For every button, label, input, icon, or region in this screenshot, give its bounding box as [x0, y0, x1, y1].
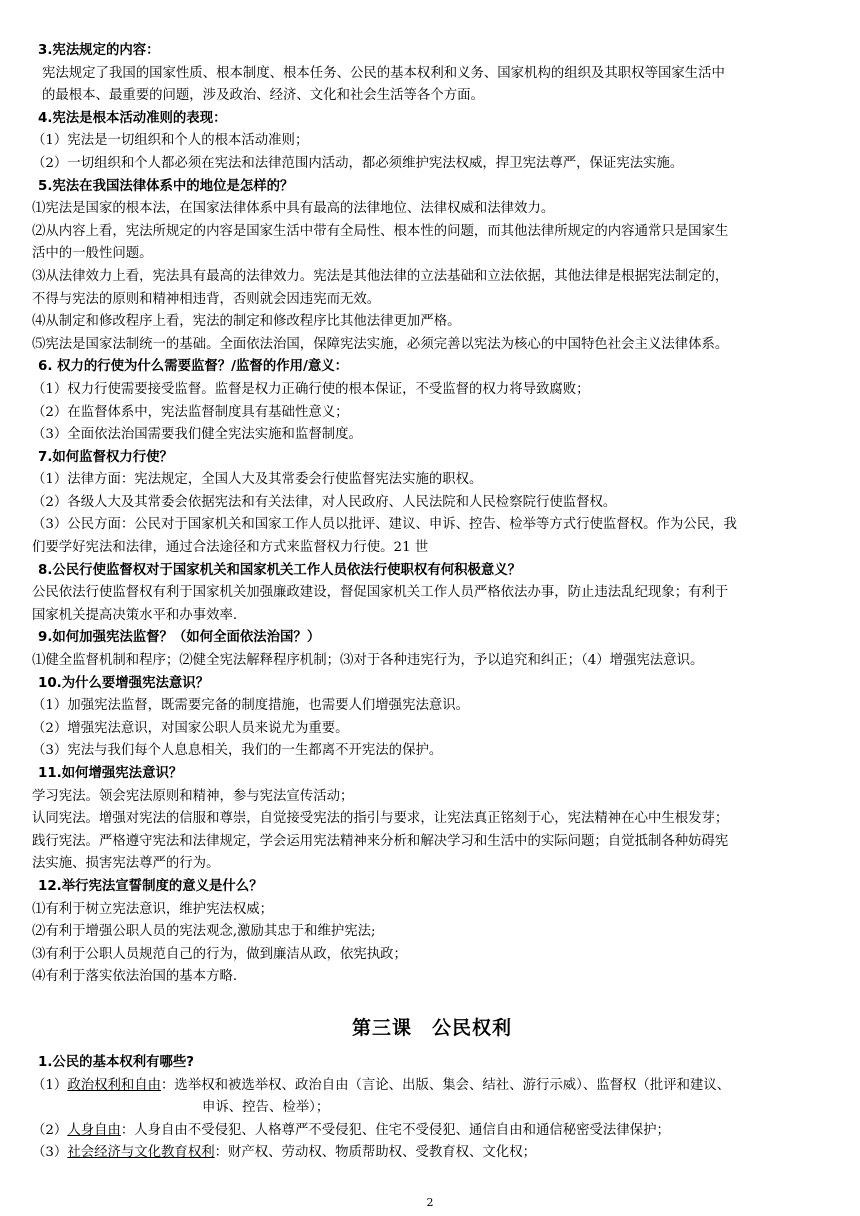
item-number: （3）	[32, 1145, 68, 1161]
paragraph-line: ⑵有利于增强公职人员的宪法观念,激励其忠于和维护宪法;	[32, 924, 376, 940]
section-heading: 12.举行宪法宣誓制度的意义是什么？	[38, 878, 263, 894]
paragraph-line: ⑶从法律效力上看，宪法具有最高的法律效力。宪法是其他法律的立法基础和立法依据，其他法律是根据宪法制定的，	[32, 268, 729, 284]
paragraph-line: （3）公民方面：公民对于国家机关和国家工作人员以批评、建议、申诉、控告、检举等方式行使监督权。作为公民，我	[32, 517, 737, 533]
paragraph-line: ⑷从制定和修改程序上看，宪法的制定和修改程序比其他法律更加严格。	[32, 314, 461, 330]
rights-item-political	[32, 1075, 832, 1098]
section-heading: 4.宪法是根本活动准则的表现：	[38, 110, 227, 126]
section-heading: 11.如何增强宪法意识？	[38, 766, 183, 781]
paragraph-line: （2）一切组织和个人都必须在宪法和法律范围内活动，都必须维护宪法权威，捍卫宪法尊严，保证宪法实施。	[32, 155, 684, 171]
item-text: ：人身自由不受侵犯、人格尊严不受侵犯、住宅不受侵犯、通信自由和通信秘密受法律保护；	[120, 1122, 670, 1138]
paragraph-line: ⑴有利于树立宪法意识，维护宪法权威；	[32, 901, 274, 917]
paragraph-line: 法实施、损害宪法尊严的行为。	[32, 856, 220, 872]
paragraph-line: （2）各级人大及其常委会依据宪法和有关法律，对人民政府、人民法院和人民检察院行使监督权。	[32, 494, 617, 510]
section-heading: 5.宪法在我国法律体系中的地位是怎样的？	[38, 178, 294, 194]
rights-item-social	[32, 1142, 832, 1165]
underlined-term: 人身自由	[67, 1122, 121, 1138]
section-heading: 3.宪法规定的内容：	[38, 43, 160, 58]
paragraph-line: 公民依法行使监督权有利于国家机关加强廉政建设，督促国家机关工作人员严格依法办事，防止违法乱纪现象；有利于	[32, 585, 729, 601]
paragraph-line: 践行宪法。严格遵守宪法和法律规定，学会运用宪法精神来分析和解决学习和生活中的实际问题；自觉抵制各种妨碍宪	[32, 833, 729, 849]
paragraph-line: （1）法律方面：宪法规定，全国人大及其常委会行使监督宪法实施的职权。	[32, 472, 483, 488]
paragraph-line: （1）权力行使需要接受监督。监督是权力正确行使的根本保证，不受监督的权力将导致腐败；	[32, 381, 590, 397]
paragraph-line: 的最根本、最重要的问题，涉及政治、经济、文化和社会生活等各个方面。	[42, 88, 484, 104]
section-heading: 1.公民的基本权利有哪些?	[38, 1054, 195, 1070]
paragraph-line: （3）全面依法治国需要我们健全宪法实施和监督制度。	[32, 427, 362, 443]
paragraph-line: 活中的一般性问题。	[32, 246, 153, 262]
page-number: 2	[426, 1196, 434, 1209]
rights-item-personal	[32, 1120, 832, 1143]
paragraph-line: （2）增强宪法意识，对国家公职人员来说尤为重要。	[32, 720, 349, 736]
paragraph-line: 学习宪法。领会宪法原则和精神，参与宪法宣传活动；	[32, 788, 354, 804]
paragraph-line: ⑵从内容上看，宪法所规定的内容是国家生活中带有全局性、根本性的问题，而其他法律所规定的内容通常只是国家生	[32, 223, 729, 239]
section-heading: 10.为什么要增强宪法意识？	[38, 675, 210, 691]
paragraph-line: ⑸宪法是国家法制统一的基础。全面依法治国，保障宪法实施，必须完善以宪法为核心的中国特色社会主义法律体系。	[32, 336, 729, 352]
underlined-term: 政治权利和自由	[67, 1077, 162, 1093]
paragraph-line: ⑶有利于公职人员规范自己的行为，做到廉洁从政，依宪执政；	[32, 946, 407, 962]
paragraph-line: （3）宪法与我们每个人息息相关，我们的一生都离不开宪法的保护。	[32, 743, 443, 759]
paragraph-line: ⑴健全监督机制和程序；⑵健全宪法解释程序机制；⑶对于各种违宪行为，予以追究和纠正；（4）增强宪法意识。	[32, 653, 704, 669]
paragraph-line: 们要学好宪法和法律，通过合法途径和方式来监督权力行使。21 世	[32, 540, 429, 556]
underlined-term: 社会经济与文化教育权利	[67, 1145, 215, 1161]
lesson-title: 第三课 公民权利	[351, 1016, 512, 1039]
item-number: （1）	[32, 1077, 68, 1093]
item-number: （2）	[32, 1122, 68, 1138]
paragraph-line: （2）在监督体系中，宪法监督制度具有基础性意义；	[32, 404, 349, 420]
paragraph-line: 国家机关提高决策水平和办事效率.	[32, 607, 238, 623]
item-text: ：财产权、劳动权、物质帮助权、受教育权、文化权；	[214, 1145, 536, 1161]
document-page	[32, 40, 832, 1165]
section-heading: 6. 权力的行使为什么需要监督？/监督的作用/意义：	[38, 359, 349, 375]
paragraph-line: 申诉、控告、检举）；	[202, 1100, 330, 1116]
section-heading: 9.如何加强宪法监督？（如何全面依法治国？）	[38, 630, 321, 646]
paragraph-line: （1）宪法是一切组织和个人的根本活动准则；	[32, 133, 309, 149]
section-heading: 8.公民行使监督权对于国家机关和国家机关工作人员依法行使职权有何积极意义？	[38, 562, 522, 578]
paragraph-line: ⑴宪法是国家的根本法，在国家法律体系中具有最高的法律地位、法律权威和法律效力。	[32, 201, 555, 217]
paragraph-line: 不得与宪法的原则和精神相违背，否则就会因违宪而无效。	[32, 291, 381, 307]
paragraph-line: ⑷有利于落实依法治国的基本方略.	[32, 969, 238, 985]
section-heading: 7.如何监督权力行使？	[38, 449, 173, 465]
item-text: ：选举权和被选举权、政治自由（言论、出版、集会、结社、游行示威）、监督权（批评和建议、	[161, 1077, 731, 1093]
paragraph-line: 认同宪法。增强对宪法的信服和尊崇，自觉接受宪法的指引与要求，让宪法真正铭刻于心，宪法精神在心中生根发芽；	[32, 811, 729, 827]
paragraph-line: 宪法规定了我国的国家性质、根本制度、根本任务、公民的基本权利和义务、国家机构的组织及其职权等国家生活中	[42, 65, 725, 81]
paragraph-line: （1）加强宪法监督，既需要完备的制度措施，也需要人们增强宪法意识。	[32, 698, 470, 714]
